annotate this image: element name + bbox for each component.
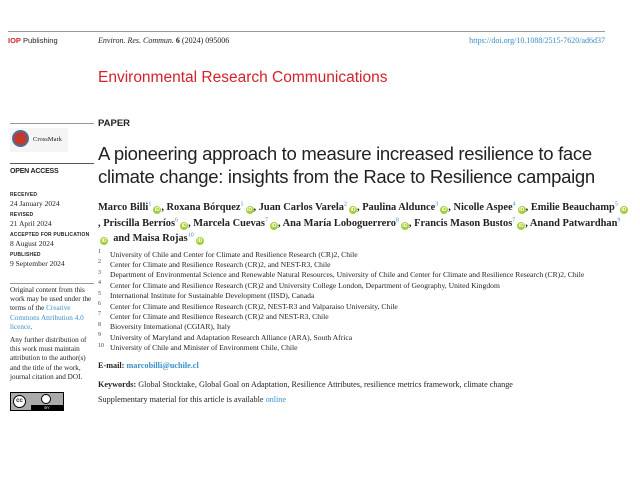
orcid-icon[interactable]: iD <box>441 207 447 213</box>
author[interactable] <box>283 218 409 229</box>
publisher-logo <box>8 35 98 46</box>
author[interactable] <box>103 218 188 229</box>
affiliation: $^5$ International Institute for Sustainable Development (IISD), Canada <box>98 290 315 301</box>
affiliation-text: University of Maryland and Adaptation Research Alliance (ARA), South Africa <box>110 332 353 342</box>
affiliation-text: Center for Climate and Resilience Research (CR)2, NEST-R3 and Valparaiso University, Chile <box>110 301 398 311</box>
author-name: Paulina Aldunce <box>362 202 436 213</box>
author-aff: 7 <box>264 217 268 224</box>
date-label: REVISED <box>10 212 34 218</box>
content <box>0 118 640 411</box>
author[interactable] <box>531 202 628 213</box>
crossmark-icon <box>12 130 29 147</box>
orcid-icon[interactable]: iD <box>197 238 203 244</box>
affiliation-list <box>98 250 628 354</box>
cc-by-badge[interactable] <box>10 392 64 411</box>
affiliation-text: University of Chile and Center for Climate and Resilience Research (CR)2, Chile <box>110 249 358 259</box>
license-text <box>10 286 94 332</box>
author-aff: 9 <box>617 217 621 224</box>
author[interactable] <box>193 218 278 229</box>
date-label: ACCEPTED FOR PUBLICATION <box>10 232 90 238</box>
date-value: 21 April 2024 <box>10 219 52 228</box>
orcid-icon[interactable]: iD <box>518 222 524 229</box>
affiliation: $^1$ University of Chile and Center for Climate and Resilience Research (CR)2, Chile <box>98 248 358 259</box>
author[interactable] <box>362 202 448 213</box>
author-aff: 8 <box>395 217 399 224</box>
orcid-icon[interactable]: iD <box>247 207 253 213</box>
affiliation: $^2$ Center for Climate and Resilience Research (CR)2, and NEST-R3, Chile <box>98 259 331 269</box>
journal-title: Environmental Research Communications <box>98 69 388 86</box>
affiliation-text: Center for Climate and Resilience Research (CR)2 and University College London, Department of Geography, United Kingdom <box>110 280 500 290</box>
email-line <box>98 360 628 371</box>
affiliation-text: Bioversity International (CGIAR), Italy <box>110 322 231 332</box>
by-label: BY <box>31 405 63 410</box>
supplementary-link[interactable]: online <box>265 394 287 404</box>
sidebar <box>10 123 94 411</box>
author-name: Juan Carlos Varela <box>258 202 344 213</box>
date-value: 9 September 2024 <box>10 259 65 268</box>
supplementary-line <box>98 394 628 405</box>
affiliation: $^6$ Center for Climate and Resilience Research (CR)2, NEST-R3 and Valparaiso University, Chile <box>98 301 398 311</box>
orcid-icon[interactable]: iD <box>350 207 356 213</box>
affiliation: $^3$ Department of Environmental Science and Renewable Natural Resources, University of Chile and Center for Climate and Resilience Research (CR)2, Chile <box>98 269 585 280</box>
citation <box>98 35 469 46</box>
keywords: Global Stocktake, Global Goal on Adaptation, Resilience Attributes, resilience metrics framework, climate change <box>138 379 513 389</box>
crossmark-label: CrossMark <box>33 136 62 143</box>
date-value: 24 January 2024 <box>10 199 60 208</box>
orcid-icon[interactable]: iD <box>271 222 277 229</box>
date-label: PUBLISHED <box>10 252 41 258</box>
citation-journal: Environ. Res. Commun. <box>98 36 174 45</box>
affiliation: $^7$ Center for Climate and Resilience Research (CR)2 and NEST-R3, Chile <box>98 311 329 321</box>
author-aff: 6 <box>175 217 179 224</box>
license-link[interactable]: Creative Commons Attribution 4.0 licence <box>10 304 84 331</box>
author[interactable] <box>133 233 204 244</box>
orcid-icon[interactable]: iD <box>402 222 408 229</box>
author[interactable] <box>98 202 161 213</box>
iop-mark: IOP <box>8 36 21 45</box>
author-list: Marco Billi$^1$iD , Roxana Bórquez$^1$iD , Juan Carlos Varela$^2$iD , Paulina Aldunce$^3$iD , Nicolle Aspee$^4$iD , Emilie Beauchamp$^5$iD, Priscilla Berríos$^6$iD , Marcela Cuevas$^7$iD , Ana María Loboguerrero$^8$iD , Francis Mason Bustos$^7$iD , Anand Patwardhan$^9$iD and Maisa Rojas$^{10}$iD <box>98 201 627 244</box>
author-aff: 4 <box>512 201 516 208</box>
affiliation: $^9$ University of Maryland and Adaptation Research Alliance (ARA), South Africa <box>98 332 353 342</box>
citation-volume: 6 <box>175 36 180 45</box>
author-name: Francis Mason Bustos <box>414 217 513 229</box>
affiliation: $^4$ Center for Climate and Resilience Research (CR)2 and University College London, Department of Geography, United Kingdom <box>98 280 500 290</box>
crossmark-button[interactable] <box>10 128 68 152</box>
author-name: Anand Patwardhan <box>529 217 618 229</box>
affiliation: $^8$ Bioversity International (CGIAR), Italy <box>98 321 231 332</box>
open-access-label: OPEN ACCESS <box>10 168 59 175</box>
citation-rest: (2024) 095006 <box>181 36 230 45</box>
author[interactable] <box>414 218 525 229</box>
author-aff: 2 <box>343 201 347 208</box>
keywords-line <box>98 379 628 390</box>
article-title: A pioneering approach to measure increased resilience to face climate change: insights from the Race to Resilience campaign <box>98 143 595 187</box>
article <box>98 118 628 411</box>
affiliation: $^{10}$ University of Chile and Minister of Environment Chile, Chile <box>98 342 298 353</box>
publisher-name: Publishing <box>23 36 58 45</box>
author-name: Maisa Rojas <box>132 233 188 244</box>
affiliation-text: University of Chile and Minister of Environment Chile, Chile <box>110 343 298 353</box>
keywords-label: Keywords: <box>98 379 137 389</box>
author-name: Priscilla Berríos <box>103 217 176 229</box>
license-pre: Original content from this work may be used under the terms of the <box>10 286 92 313</box>
header-bar <box>8 31 605 46</box>
author-name: Marcela Cuevas <box>193 217 265 229</box>
author-aff: 7 <box>512 217 516 224</box>
dates-list <box>10 192 94 269</box>
and-text: and <box>113 233 130 244</box>
author-name: Marco Billi <box>98 202 149 213</box>
distribution-text: Any further distribution of this work must maintain attribution to the author(s) and the title of the work, journal citation and DOI. <box>10 336 87 381</box>
author-name: Ana María Loboguerrero <box>282 217 396 229</box>
author-name: Roxana Bórquez <box>166 202 241 213</box>
author[interactable] <box>453 202 525 213</box>
orcid-icon[interactable]: iD <box>181 222 187 229</box>
cc-icon: cc <box>13 395 26 408</box>
author-aff: 1 <box>240 201 244 208</box>
author-aff: 10 <box>187 232 194 239</box>
email-link[interactable]: marcobilli@uchile.cl <box>126 360 199 370</box>
affiliation-text: Department of Environmental Science and Renewable Natural Resources, University of Chile and Center for Climate and Resilience Research (CR)2, Chile <box>110 270 585 280</box>
affiliation-text: Center for Climate and Resilience Research (CR)2, and NEST-R3, Chile <box>110 259 331 269</box>
author-name: Emilie Beauchamp <box>530 202 615 213</box>
affiliation-text: Center for Climate and Resilience Research (CR)2 and NEST-R3, Chile <box>110 311 329 321</box>
author[interactable] <box>259 202 357 213</box>
date-label: RECEIVED <box>10 192 38 198</box>
orcid-icon[interactable]: iD <box>519 207 525 213</box>
doi-link[interactable]: https://doi.org/10.1088/2515-7620/ad6d37 <box>469 36 605 45</box>
orcid-icon[interactable]: iD <box>621 207 627 213</box>
article-type: PAPER <box>98 118 131 129</box>
author-aff: 5 <box>614 201 618 208</box>
email-label: E-mail: <box>98 360 125 370</box>
author-aff: 3 <box>435 201 439 208</box>
orcid-icon[interactable]: iD <box>101 238 107 244</box>
date-value: 8 August 2024 <box>10 239 54 248</box>
author[interactable] <box>167 202 254 213</box>
author-aff: 1 <box>148 201 152 208</box>
orcid-icon[interactable]: iD <box>154 207 160 213</box>
supplementary-text: Supplementary material for this article is available <box>98 394 266 404</box>
person-icon <box>41 394 51 404</box>
license-post: . <box>30 322 33 331</box>
author-name: Nicolle Aspee <box>453 202 513 213</box>
affiliation-text: International Institute for Sustainable Development (IISD), Canada <box>110 291 315 301</box>
